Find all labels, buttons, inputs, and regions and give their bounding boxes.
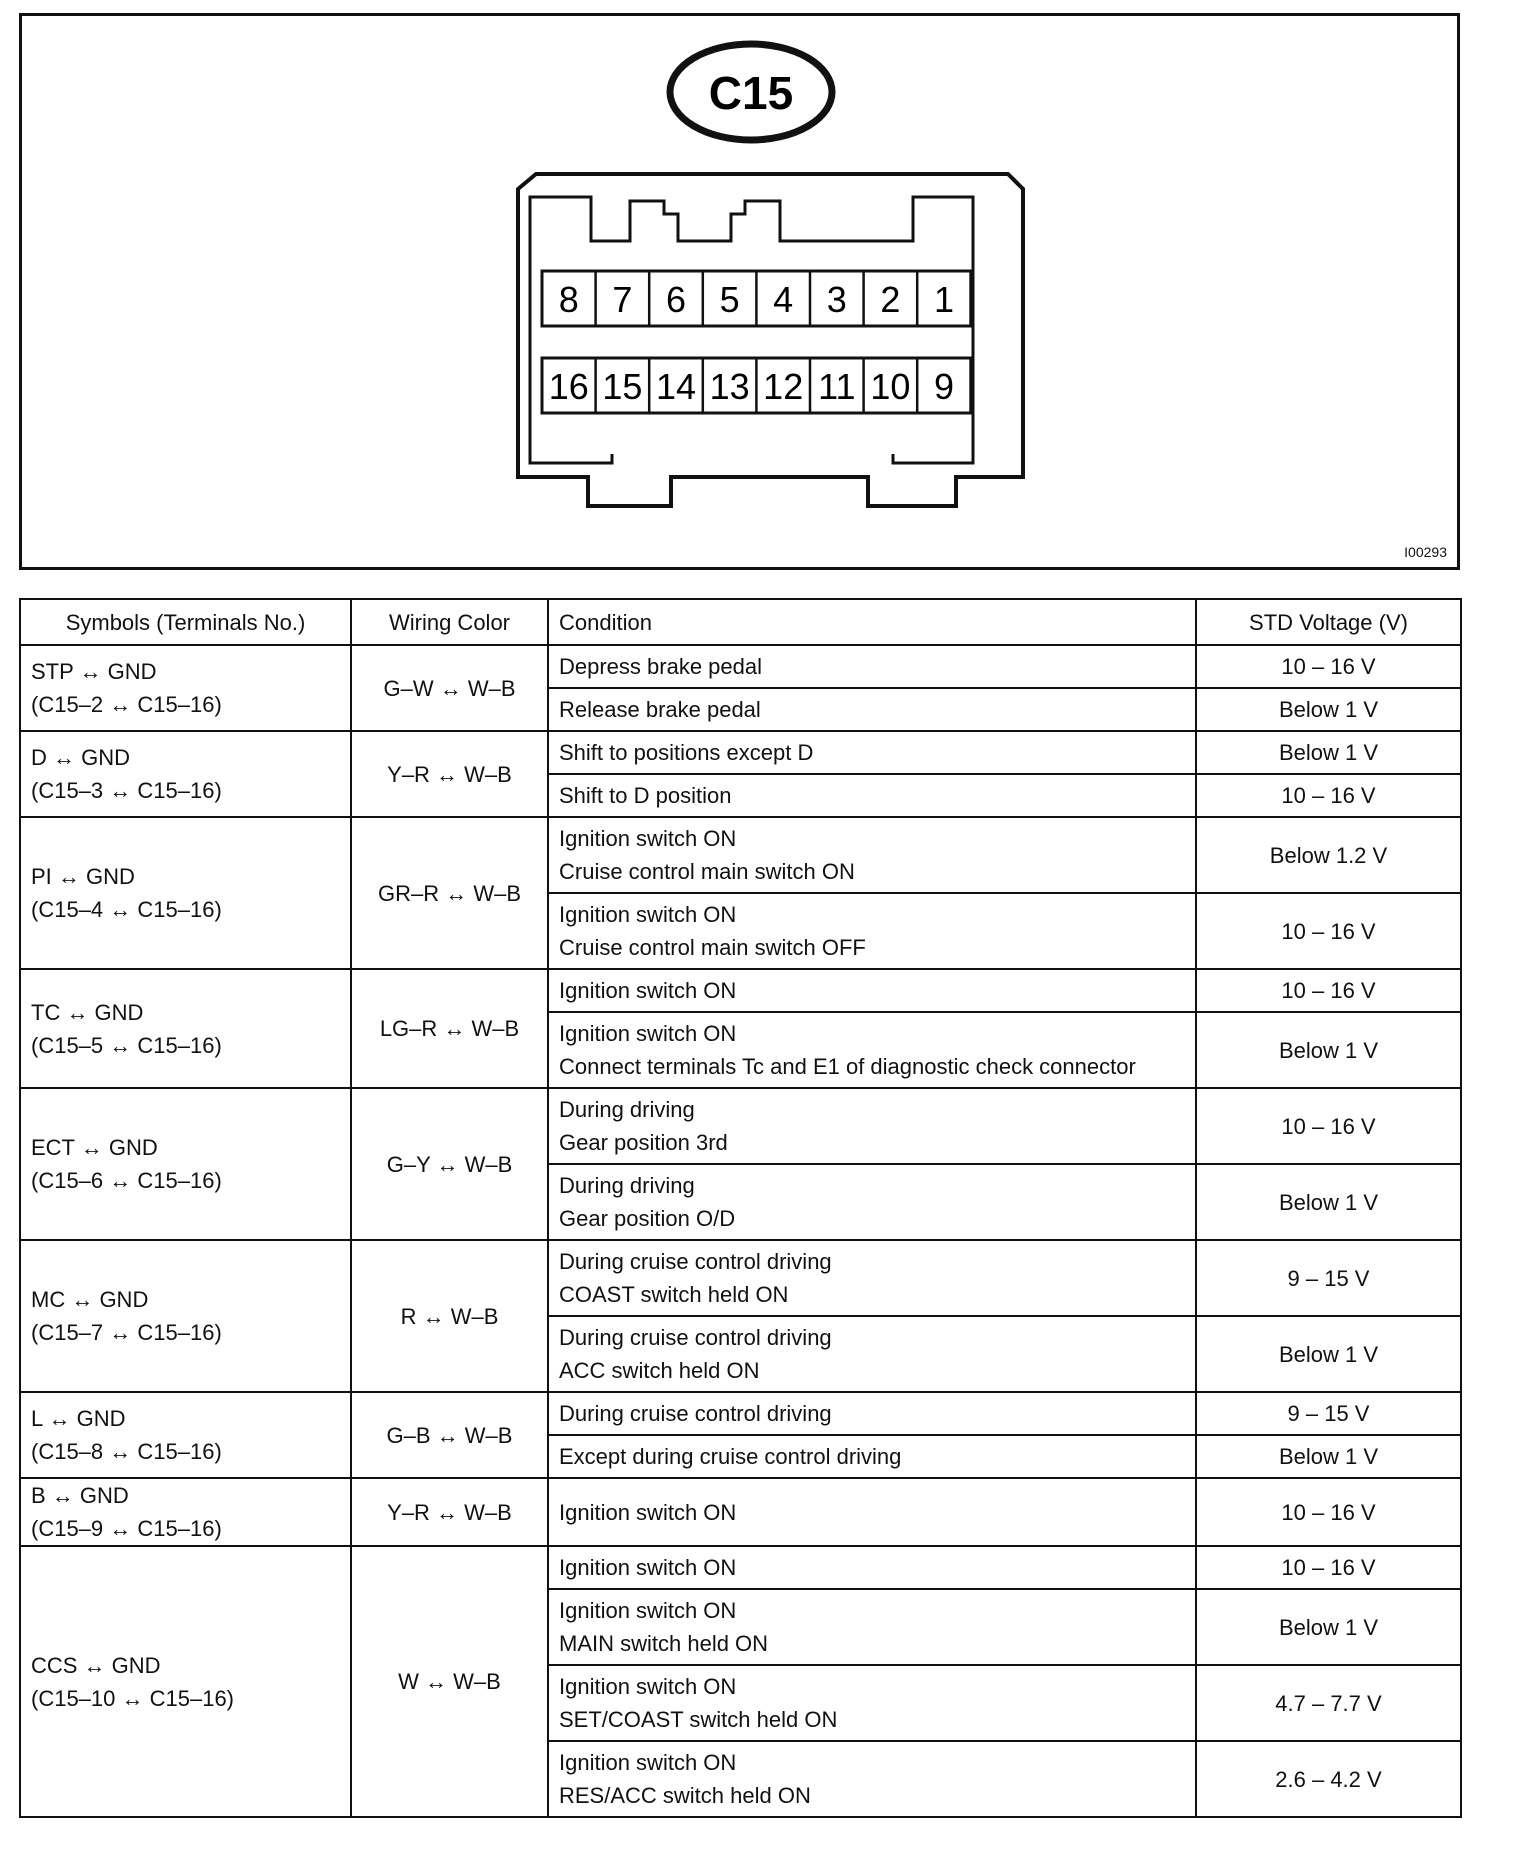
connector-inner-outline: [530, 197, 973, 463]
condition-line: ACC switch held ON: [559, 1358, 760, 1383]
condition-line: Shift to positions except D: [559, 740, 814, 765]
condition-cell: [548, 1435, 1196, 1478]
pin-number: 3: [826, 279, 847, 320]
wiring-color-cell: R ↔ W–B: [351, 1240, 548, 1392]
std-voltage-cell: 4.7 – 7.7 V: [1196, 1665, 1461, 1741]
condition-line: Ignition switch ON: [559, 1555, 737, 1580]
std-voltage-cell: 10 – 16 V: [1196, 969, 1461, 1012]
pin-number: 1: [933, 279, 955, 320]
terminal-voltage-table: [19, 598, 1462, 1818]
condition-line: Ignition switch ON: [559, 1674, 737, 1699]
header-wiring-color: Wiring Color: [351, 599, 548, 645]
std-voltage-cell: Below 1 V: [1196, 1012, 1461, 1088]
condition-cell: [548, 1478, 1196, 1546]
table-row: [20, 969, 1461, 1012]
table-header-row: [20, 599, 1461, 645]
pin-number: 15: [602, 366, 643, 407]
wiring-color-cell: W ↔ W–B: [351, 1546, 548, 1817]
condition-line: Gear position O/D: [559, 1206, 736, 1231]
condition-line: Ignition switch ON: [559, 1598, 737, 1623]
pin-number: 2: [880, 279, 901, 320]
pin-number: 16: [548, 366, 589, 407]
condition-line: Ignition switch ON: [559, 902, 737, 927]
pin-number: 6: [665, 279, 687, 320]
wiring-color-cell: LG–R ↔ W–B: [351, 969, 548, 1088]
symbol-cell: [20, 1088, 351, 1240]
symbol-cell: [20, 1392, 351, 1478]
symbol-cell: [20, 969, 351, 1088]
condition-line: Except during cruise control driving: [559, 1444, 902, 1469]
condition-line: Ignition switch ON: [559, 978, 737, 1003]
std-voltage-cell: Below 1 V: [1196, 1589, 1461, 1665]
condition-line: Ignition switch ON: [559, 1021, 737, 1046]
std-voltage-cell: Below 1 V: [1196, 1164, 1461, 1240]
symbol-cell: [20, 1546, 351, 1817]
condition-cell: [548, 1164, 1196, 1240]
pin-number: 12: [763, 366, 804, 407]
std-voltage-cell: 9 – 15 V: [1196, 1240, 1461, 1316]
connector-diagram: [19, 13, 1460, 570]
table-row: [20, 1392, 1461, 1435]
symbol-label: PI ↔ GND: [31, 864, 135, 889]
symbol-cell: [20, 1240, 351, 1392]
condition-cell: [548, 774, 1196, 817]
pin-number: 11: [818, 366, 856, 407]
condition-cell: [548, 731, 1196, 774]
condition-line: RES/ACC switch held ON: [559, 1783, 811, 1808]
std-voltage-cell: Below 1 V: [1196, 1435, 1461, 1478]
symbol-cell: [20, 817, 351, 969]
header-condition: Condition: [548, 599, 1196, 645]
terminal-numbers: (C15–7 ↔ C15–16): [31, 1320, 222, 1345]
wiring-color-cell: GR–R ↔ W–B: [351, 817, 548, 969]
condition-line: Ignition switch ON: [559, 826, 737, 851]
condition-cell: [548, 893, 1196, 969]
condition-line: During cruise control driving: [559, 1401, 832, 1426]
std-voltage-cell: 10 – 16 V: [1196, 774, 1461, 817]
condition-line: Connect terminals Tc and E1 of diagnostic check connector: [559, 1054, 1136, 1079]
condition-cell: [548, 1589, 1196, 1665]
condition-cell: [548, 1741, 1196, 1817]
terminal-numbers: (C15–2 ↔ C15–16): [31, 692, 222, 717]
std-voltage-cell: 10 – 16 V: [1196, 1088, 1461, 1164]
terminal-numbers: (C15–9 ↔ C15–16): [31, 1516, 222, 1541]
condition-cell: [548, 1240, 1196, 1316]
header-std-voltage: STD Voltage (V): [1196, 599, 1461, 645]
symbol-label: TC ↔ GND: [31, 999, 144, 1025]
std-voltage-cell: Below 1 V: [1196, 1316, 1461, 1392]
terminal-numbers: (C15–3 ↔ C15–16): [31, 778, 222, 803]
condition-line: Cruise control main switch OFF: [559, 935, 866, 960]
std-voltage-cell: Below 1.2 V: [1196, 817, 1461, 893]
pin-number: 4: [773, 279, 794, 320]
std-voltage-cell: 10 – 16 V: [1196, 645, 1461, 688]
pin-number: 13: [709, 366, 750, 407]
connector-drawing: [22, 16, 1457, 567]
condition-line: SET/COAST switch held ON: [559, 1707, 838, 1732]
connector-housing: [518, 174, 1023, 506]
condition-line: During cruise control driving: [559, 1325, 832, 1350]
std-voltage-cell: 10 – 16 V: [1196, 1478, 1461, 1546]
symbol-label: D ↔ GND: [31, 745, 130, 770]
condition-line: Gear position 3rd: [559, 1130, 728, 1155]
condition-cell: [548, 1665, 1196, 1741]
condition-line: Shift to D position: [559, 783, 732, 808]
terminal-numbers: (C15–5 ↔ C15–16): [31, 1032, 222, 1058]
condition-line: COAST switch held ON: [559, 1282, 789, 1307]
condition-cell: [548, 1088, 1196, 1164]
std-voltage-cell: Below 1 V: [1196, 688, 1461, 731]
condition-cell: [548, 1546, 1196, 1589]
condition-cell: [548, 1392, 1196, 1435]
table-body: [20, 645, 1461, 1817]
wiring-color-cell: G–B ↔ W–B: [351, 1392, 548, 1478]
std-voltage-cell: 9 – 15 V: [1196, 1392, 1461, 1435]
condition-line: Cruise control main switch ON: [559, 859, 855, 884]
wiring-color-cell: G–Y ↔ W–B: [351, 1088, 548, 1240]
symbol-label: CCS ↔ GND: [31, 1652, 161, 1678]
table-row: [20, 731, 1461, 774]
symbol-label: MC ↔ GND: [31, 1287, 149, 1312]
terminal-numbers: (C15–6 ↔ C15–16): [31, 1168, 222, 1193]
symbol-cell: [20, 1478, 351, 1546]
condition-line: During cruise control driving: [559, 1249, 832, 1274]
condition-line: Ignition switch ON: [559, 1499, 737, 1525]
pin-grid: [542, 271, 971, 413]
table-row: [20, 1240, 1461, 1316]
connector-label: C15: [708, 67, 794, 119]
std-voltage-cell: 10 – 16 V: [1196, 1546, 1461, 1589]
std-voltage-cell: 10 – 16 V: [1196, 893, 1461, 969]
condition-cell: [548, 688, 1196, 731]
condition-cell: [548, 817, 1196, 893]
condition-line: Depress brake pedal: [559, 654, 763, 679]
std-voltage-cell: 2.6 – 4.2 V: [1196, 1741, 1461, 1817]
table-row: [20, 1546, 1461, 1589]
terminal-numbers: (C15–8 ↔ C15–16): [31, 1439, 222, 1464]
pin-number: 8: [558, 279, 579, 320]
pin-number: 9: [933, 366, 955, 407]
terminal-numbers: (C15–10 ↔ C15–16): [31, 1685, 235, 1711]
condition-line: Release brake pedal: [559, 697, 761, 722]
pin-number: 7: [612, 279, 633, 320]
condition-cell: [548, 645, 1196, 688]
condition-cell: [548, 1316, 1196, 1392]
pin-number: 10: [870, 366, 911, 407]
condition-line: Ignition switch ON: [559, 1750, 737, 1775]
pin-number: 14: [655, 366, 697, 407]
symbol-label: B ↔ GND: [31, 1483, 129, 1508]
table-row: [20, 817, 1461, 893]
wiring-color-cell: G–W ↔ W–B: [351, 645, 548, 731]
symbol-label: ECT ↔ GND: [31, 1135, 158, 1160]
table-row: [20, 1478, 1461, 1546]
condition-cell: [548, 1012, 1196, 1088]
condition-cell: [548, 969, 1196, 1012]
condition-line: MAIN switch held ON: [559, 1631, 769, 1656]
header-symbols: Symbols (Terminals No.): [20, 599, 351, 645]
terminal-numbers: (C15–4 ↔ C15–16): [31, 897, 222, 922]
pin-number: 5: [719, 279, 740, 320]
wiring-color-cell: Y–R ↔ W–B: [351, 1478, 548, 1546]
symbol-label: STP ↔ GND: [31, 659, 157, 684]
table-row: [20, 1088, 1461, 1164]
condition-line: During driving: [559, 1097, 695, 1122]
symbol-cell: [20, 731, 351, 817]
wiring-color-cell: Y–R ↔ W–B: [351, 731, 548, 817]
std-voltage-cell: Below 1 V: [1196, 731, 1461, 774]
table-row: [20, 645, 1461, 688]
condition-line: During driving: [559, 1173, 695, 1198]
symbol-label: L ↔ GND: [31, 1406, 126, 1431]
figure-id: I00293: [1404, 544, 1447, 560]
symbol-cell: [20, 645, 351, 731]
